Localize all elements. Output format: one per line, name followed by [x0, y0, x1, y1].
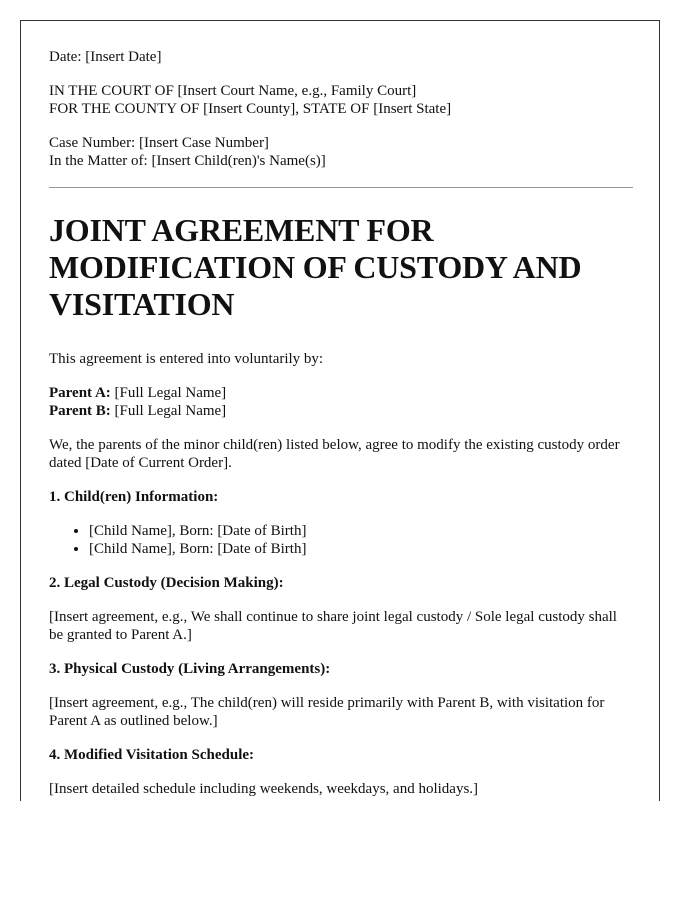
parent-b-line — [49, 402, 634, 420]
section-physical-custody-body: [Insert agreement, e.g., The child(ren) will reside primarily with Parent B, with visitation for Parent A as outlined below.] — [49, 695, 605, 729]
court-line: IN THE COURT OF [Insert Court Name, e.g., Family Court] — [49, 83, 417, 99]
case-number-line: Case Number: [Insert Case Number] — [49, 135, 269, 151]
section-legal-custody-title: 2. Legal Custody (Decision Making): — [49, 575, 284, 591]
parent-a-line — [49, 384, 634, 402]
parent-a-name: [Full Legal Name] — [110, 385, 227, 401]
document-page — [20, 20, 660, 801]
list-item: • [Child Name], Born: [Date of Birth] — [89, 522, 634, 540]
parties — [49, 384, 634, 420]
section-children-title: 1. Child(ren) Information: — [49, 489, 219, 505]
section-legal-custody-body: [Insert agreement, e.g., We shall continue to share joint legal custody / Sole legal custody shall be granted to Parent A.] — [49, 609, 617, 643]
children-list — [49, 522, 634, 558]
list-item: • [Child Name], Born: [Date of Birth] — [89, 540, 634, 558]
document-title: JOINT AGREEMENT FOR MODIFICATION OF CUSTODY AND VISITATION — [49, 212, 582, 322]
court-info — [49, 82, 634, 118]
date-line: Date: [Insert Date] — [49, 49, 162, 65]
matter-line: In the Matter of: [Insert Child(ren)'s Name(s)] — [49, 153, 326, 169]
agreement-statement: We, the parents of the minor child(ren) listed below, agree to modify the existing custody order dated [Date of Current Order]. — [49, 437, 620, 471]
parent-a-label: Parent A: — [49, 385, 111, 401]
intro-text: This agreement is entered into voluntarily by: — [49, 351, 324, 367]
county-line: FOR THE COUNTY OF [Insert County], STATE OF [Insert State] — [49, 101, 452, 117]
header-divider — [49, 187, 633, 188]
document-content — [49, 48, 634, 801]
parent-b-label: Parent B: — [49, 403, 111, 419]
section-visitation-body: [Insert detailed schedule including weekends, weekdays, and holidays.] — [49, 781, 479, 797]
section-visitation-title: 4. Modified Visitation Schedule: — [49, 747, 255, 763]
parent-b-name: [Full Legal Name] — [110, 403, 227, 419]
section-physical-custody-title: 3. Physical Custody (Living Arrangements): — [49, 661, 331, 677]
case-info — [49, 134, 634, 170]
